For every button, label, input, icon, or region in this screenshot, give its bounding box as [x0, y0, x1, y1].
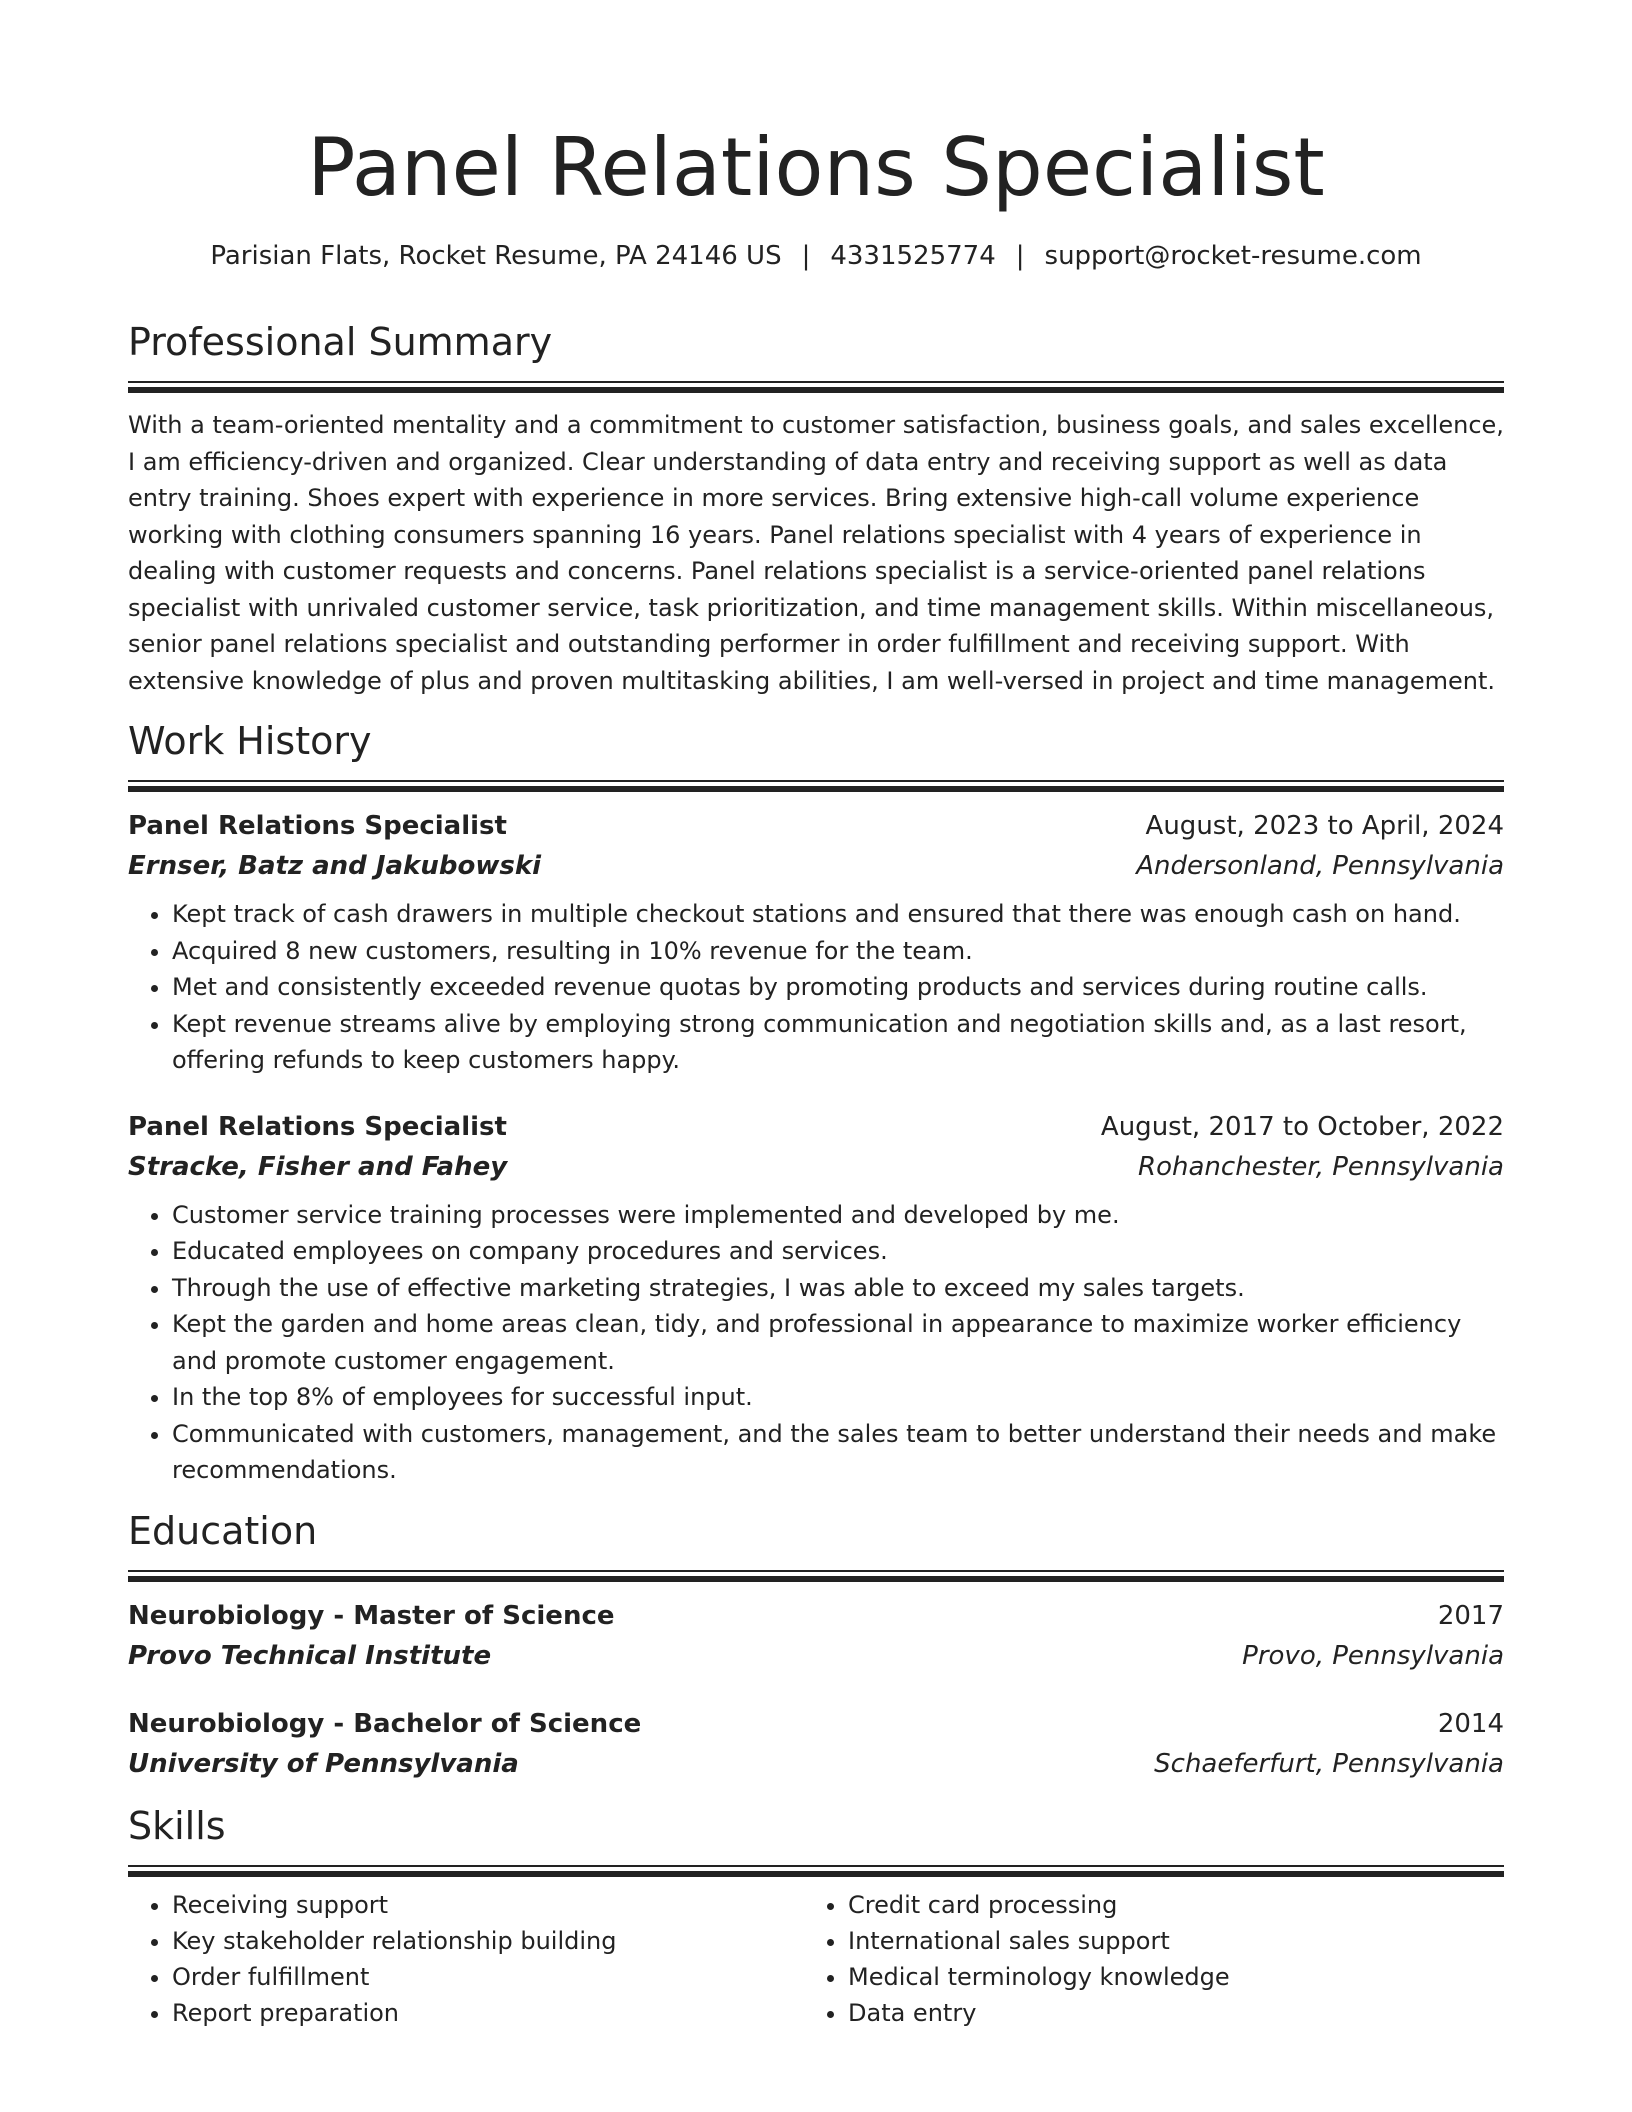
education-entry [128, 1596, 1504, 1676]
job-bullet: • Acquired 8 new customers, resulting in 10% revenue for the team. [172, 933, 1504, 970]
section-divider [128, 1865, 1504, 1877]
skills-columns [128, 1887, 1504, 2031]
job-bullet: • Communicated with customers, management, and the sales team to better understand their needs and make recommendations. [172, 1416, 1504, 1489]
job-company: Ernser, Batz and Jakubowski [128, 851, 542, 881]
summary-text: With a team-oriented mentality and a commitment to customer satisfaction, business goals, and sales excellence, I am efficiency-driven and organized. Clear understanding of data entry and receiving support as well as data entry training. Shoes expert with experience in more services. Bring extensive high-call volume experience working with clothing consumers spanning 16 years. Panel relations specialist with 4 years of experience in dealing with customer requests and concerns. Panel relations specialist is a service-oriented panel relations specialist with unrivaled customer service, task prioritization, and time management skills. Within miscellaneous, senior panel relations specialist and outstanding performer in order fulfillment and receiving support. With extensive knowledge of plus and proven multitasking abilities, I am well-versed in project and time management. [128, 411, 1504, 695]
job-location: Andersonland, Pennsylvania [1136, 851, 1504, 881]
contact-line [0, 238, 1632, 274]
job-bullets [128, 896, 1504, 1079]
contact-separator: | [1015, 241, 1025, 271]
skill-item: • Medical terminology knowledge [848, 1959, 1480, 1995]
section-divider [128, 780, 1504, 792]
job-title: Panel Relations Specialist [128, 811, 507, 841]
section-divider [128, 1570, 1504, 1582]
skills-heading: Skills [128, 1803, 226, 1848]
work-history-heading: Work History [128, 719, 372, 763]
skill-item: • Key stakeholder relationship building [172, 1923, 804, 1959]
job-dates: August, 2023 to April, 2024 [1145, 811, 1504, 841]
job-bullet: • Kept the garden and home areas clean, tidy, and professional in appearance to maximize worker efficiency and promote customer engagement. [172, 1306, 1504, 1379]
education-year: 2017 [1437, 1600, 1504, 1631]
contact-separator: | [801, 241, 811, 271]
education-location: Schaeferfurt, Pennsylvania [1154, 1748, 1504, 1779]
resume-content [128, 318, 1504, 2031]
job-title: Panel Relations Specialist [128, 1111, 507, 1142]
skills-list-right [804, 1887, 1480, 2031]
summary-section [128, 318, 1504, 699]
education-school: Provo Technical Institute [128, 1640, 492, 1671]
candidate-name: Panel Relations Specialist [307, 121, 1325, 214]
job-location: Rohanchester, Pennsylvania [1138, 1151, 1504, 1182]
skill-item: • Credit card processing [848, 1887, 1480, 1923]
job-bullet: • Met and consistently exceeded revenue quotas by promoting products and services during routine calls. [172, 969, 1504, 1006]
skill-item: • Order fulfillment [172, 1959, 804, 1995]
job-company: Stracke, Fisher and Fahey [128, 1151, 508, 1182]
education-school: University of Pennsylvania [128, 1748, 519, 1779]
contact-address: Parisian Flats, Rocket Resume, PA 24146 US [210, 241, 782, 271]
skill-item: • Report preparation [172, 1995, 804, 2031]
job-dates: August, 2017 to October, 2022 [1100, 1111, 1504, 1142]
job-bullet: • Kept track of cash drawers in multiple checkout stations and ensured that there was enough cash on hand. [172, 896, 1504, 933]
education-heading: Education [128, 1508, 318, 1553]
contact-email: support@rocket-resume.com [1044, 241, 1422, 271]
skills-list-left [128, 1887, 804, 2031]
education-degree: Neurobiology - Master of Science [128, 1600, 615, 1631]
skills-section [128, 1802, 1504, 2031]
job-bullet: • Through the use of effective marketing strategies, I was able to exceed my sales targets. [172, 1270, 1504, 1307]
summary-heading: Professional Summary [128, 320, 553, 364]
work-history-section [128, 717, 1504, 1489]
skill-item: • Receiving support [172, 1887, 804, 1923]
job-bullet: • Customer service training processes were implemented and developed by me. [172, 1197, 1504, 1234]
education-location: Provo, Pennsylvania [1242, 1640, 1504, 1671]
job-bullets [128, 1197, 1504, 1489]
contact-phone: 4331525774 [830, 241, 996, 271]
education-section [128, 1507, 1504, 1784]
job-bullet: • Educated employees on company procedures and services. [172, 1233, 1504, 1270]
job-bullet: • In the top 8% of employees for successful input. [172, 1379, 1504, 1416]
skill-item: • International sales support [848, 1923, 1480, 1959]
job-entry [128, 806, 1504, 1079]
job-bullet: • Kept revenue streams alive by employing strong communication and negotiation skills and, as a last resort, offering refunds to keep customers happy. [172, 1006, 1504, 1079]
education-year: 2014 [1437, 1708, 1504, 1739]
skill-item: • Data entry [848, 1995, 1480, 2031]
job-entry [128, 1107, 1504, 1489]
education-degree: Neurobiology - Bachelor of Science [128, 1708, 642, 1739]
section-divider [128, 381, 1504, 393]
education-entry [128, 1704, 1504, 1784]
